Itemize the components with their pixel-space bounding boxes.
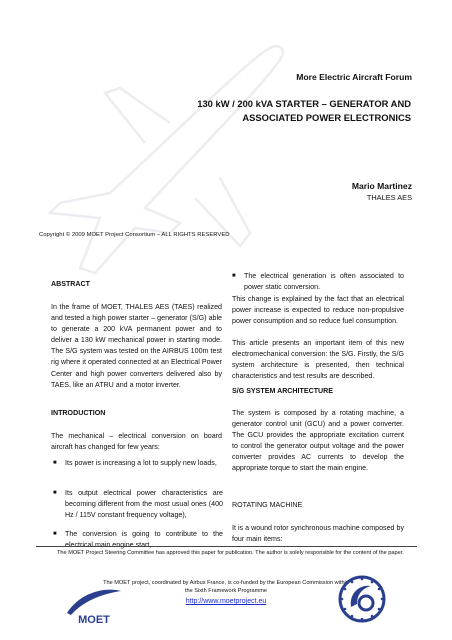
- sixth-framework-programme-logo: [337, 574, 387, 624]
- paper-title: 130 kW / 200 kVA STARTER – GENERATOR AND ASSOCIATED POWER ELECTRONICS: [197, 98, 411, 123]
- square-bullet-icon: ■: [53, 490, 57, 496]
- paragraph: This article presents an important item of this new electromechanical conversion: the S/G. Firstly, the S/G system architecture is presented, then technical characteristics and test results are described.: [232, 339, 404, 381]
- moet-logo-text: MOET: [78, 614, 110, 626]
- project-website-link[interactable]: http://www.moetproject.eu: [185, 598, 267, 605]
- rotating-machine-text: It is a wound rotor synchronous machine composed by four main items:: [232, 524, 404, 544]
- list-item: [53, 529, 223, 551]
- sg-architecture-text: The system is composed by a rotating machine, a generator control unit (GCU) and a power converter. The GCU provides the appropriate excitation current to control the generator output voltage and the power converter provides AC currents to develop the appropriate torque to start the main engine.: [232, 409, 404, 473]
- forum-name: More Electric Aircraft Forum: [296, 72, 412, 82]
- list-item-text: The electrical generation is often associated to power static conversion.: [244, 272, 404, 292]
- list-item-text: The conversion is going to contribute to the electrical main engine start,: [65, 530, 223, 550]
- footer-divider: [36, 546, 417, 547]
- square-bullet-icon: ■: [53, 531, 57, 537]
- abstract-text: In the frame of MOET, THALES AES (TAES) realized and tested a high power starter – generator (S/G) able to generate a 200 kVA permanent power and to deliver a 130 kW mechanical power in starting mode. The S/G system was tested on the AIRBUS 100m test rig where it operated connected at an Electrical Power Center and high power converters delivered also by TAES, like an ATRU and a motor inverter.: [51, 303, 222, 389]
- section-heading-sg-architecture: S/G SYSTEM ARCHITECTURE: [232, 387, 334, 395]
- list-item: [53, 458, 223, 469]
- footer-funding-note: The MOET project, coordinated by Airbus France, is co-funded by the European Commission within the Sixth Framework Programme: [103, 580, 349, 595]
- list-item-text: Its output electrical power characteristics are becoming different from the most usual ones (400 Hz / 115V constant frequency voltage),: [65, 489, 223, 520]
- list-item: [53, 488, 223, 521]
- list-item-text: Its power is increasing a lot to supply new loads,: [65, 459, 217, 467]
- author-name: Mario Martinez: [351, 181, 412, 191]
- paragraph: This change is explained by the fact that an electrical power increase is expected to reduce non-propulsive power consumption and so reduce fuel consumption.: [232, 295, 404, 326]
- introduction-heading: INTRODUCTION: [51, 409, 106, 417]
- square-bullet-icon: ■: [232, 273, 236, 279]
- copyright-notice: Copyright © 2009 MOET Project Consortium – ALL RIGHTS RESERVED: [39, 232, 230, 238]
- introduction-text: The mechanical – electrical conversion on board aircraft has changed for few years:: [51, 432, 222, 452]
- abstract-heading: ABSTRACT: [51, 280, 91, 288]
- list-item: [232, 271, 404, 293]
- author-affiliation: THALES AES: [366, 193, 412, 202]
- footer-disclaimer: The MOET Project Steering Committee has approved this paper for publication. The author is solely responsible for the content of the paper.: [57, 550, 404, 556]
- section-heading-rotating-machine: ROTATING MACHINE: [232, 501, 303, 509]
- square-bullet-icon: ■: [53, 460, 57, 466]
- moet-logo: [63, 583, 125, 627]
